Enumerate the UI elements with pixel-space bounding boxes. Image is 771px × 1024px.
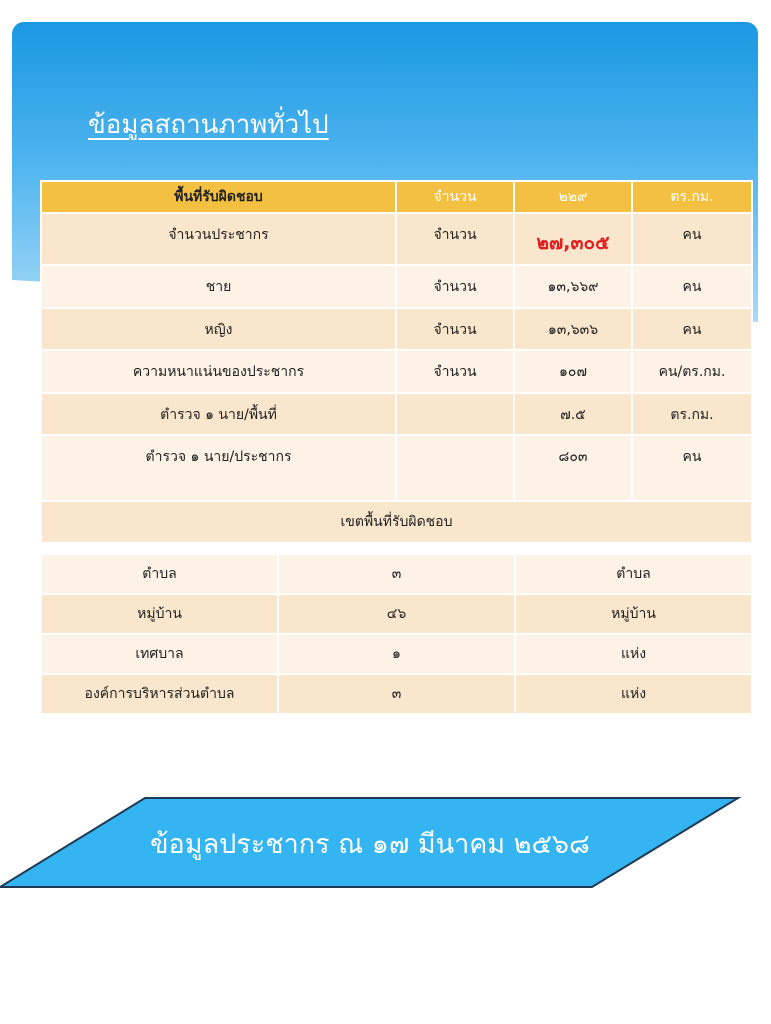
row-count-label: จำนวน bbox=[396, 265, 514, 308]
row-unit: คน bbox=[632, 265, 752, 308]
row-unit: คน/ตร.กม. bbox=[632, 350, 752, 393]
row-count-label bbox=[396, 435, 514, 501]
table-row-male bbox=[41, 265, 752, 308]
district-table bbox=[40, 553, 753, 715]
table-row-village bbox=[41, 594, 752, 634]
row-unit: ตำบล bbox=[515, 554, 752, 594]
header-area-label: พื้นที่รับผิดชอบ bbox=[41, 181, 396, 213]
section-title-row bbox=[41, 501, 752, 543]
row-unit: แห่ง bbox=[515, 634, 752, 674]
row-count-label: จำนวน bbox=[396, 350, 514, 393]
header-area-value: ๒๒๙ bbox=[514, 181, 632, 213]
row-unit: คน bbox=[632, 213, 752, 265]
row-label: เทศบาล bbox=[41, 634, 278, 674]
footer-caption: ข้อมูลประชากร ณ ๑๗ มีนาคม ๒๕๖๘ bbox=[150, 829, 590, 860]
row-unit: แห่ง bbox=[515, 674, 752, 714]
table-row-tao bbox=[41, 674, 752, 714]
row-value: ๑ bbox=[278, 634, 515, 674]
row-value: ๑๓,๖๓๖ bbox=[514, 308, 632, 350]
table-header-row bbox=[41, 181, 752, 213]
row-unit: หมู่บ้าน bbox=[515, 594, 752, 634]
row-value bbox=[514, 213, 632, 265]
table-row-subdistrict bbox=[41, 554, 752, 594]
row-label: ความหนาแน่นของประชากร bbox=[41, 350, 396, 393]
row-label: องค์การบริหารส่วนตำบล bbox=[41, 674, 278, 714]
status-table bbox=[40, 180, 753, 544]
row-value: ๓ bbox=[278, 554, 515, 594]
row-count-label: จำนวน bbox=[396, 308, 514, 350]
row-unit: ตร.กม. bbox=[632, 393, 752, 435]
header-count-label: จำนวน bbox=[396, 181, 514, 213]
table-row-police-per-area bbox=[41, 393, 752, 435]
row-label: ตำรวจ ๑ นาย/ประชากร bbox=[41, 435, 396, 501]
row-unit: คน bbox=[632, 435, 752, 501]
row-label: ชาย bbox=[41, 265, 396, 308]
table-row-female bbox=[41, 308, 752, 350]
row-label: ตำบล bbox=[41, 554, 278, 594]
row-value: ๑๐๗ bbox=[514, 350, 632, 393]
row-value: ๓ bbox=[278, 674, 515, 714]
table-row-municipality bbox=[41, 634, 752, 674]
row-value: ๘๐๓ bbox=[514, 435, 632, 501]
table-row-density bbox=[41, 350, 752, 393]
page-title: ข้อมูลสถานภาพทั่วไป bbox=[88, 110, 329, 140]
row-label: หญิง bbox=[41, 308, 396, 350]
row-value: ๔๖ bbox=[278, 594, 515, 634]
row-label: จำนวนประชากร bbox=[41, 213, 396, 265]
table-row-police-per-population bbox=[41, 435, 752, 501]
section-title: เขตพื้นที่รับผิดชอบ bbox=[41, 501, 752, 543]
row-value: ๑๓,๖๖๙ bbox=[514, 265, 632, 308]
population-total-value: ๒๗,๓๐๕ bbox=[536, 232, 610, 254]
row-count-label: จำนวน bbox=[396, 213, 514, 265]
row-count-label bbox=[396, 393, 514, 435]
row-unit: คน bbox=[632, 308, 752, 350]
row-value: ๗.๕ bbox=[514, 393, 632, 435]
row-label: หมู่บ้าน bbox=[41, 594, 278, 634]
header-area-unit: ตร.กม. bbox=[632, 181, 752, 213]
table-row-population bbox=[41, 213, 752, 265]
row-label: ตำรวจ ๑ นาย/พื้นที่ bbox=[41, 393, 396, 435]
